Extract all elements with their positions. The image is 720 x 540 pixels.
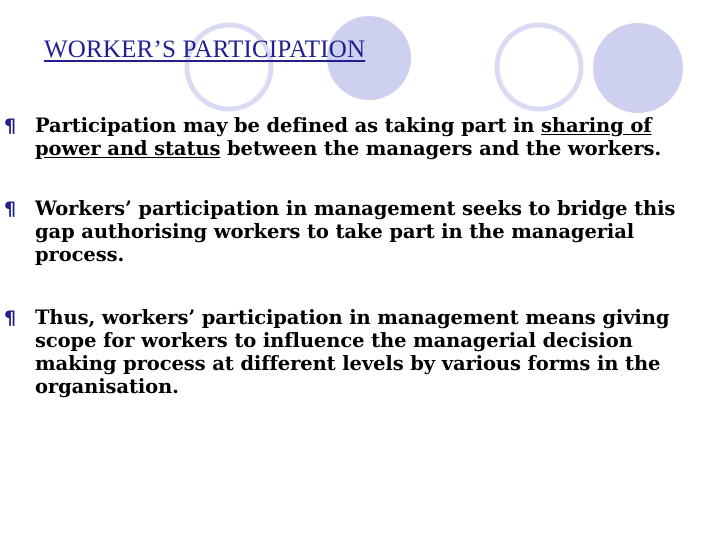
decorative-circles [0, 0, 720, 130]
bullet-item-2 [4, 197, 716, 266]
bullet-item-1 [4, 114, 716, 160]
bullet-item-3 [4, 306, 716, 398]
slide-title: WORKER’S PARTICIPATION [44, 36, 366, 63]
pilcrow-bullet-icon: ¶ [4, 198, 17, 220]
circle-filled-2 [593, 23, 683, 113]
bullet-text-1 [35, 114, 716, 160]
circle-outline-2 [497, 25, 581, 109]
bullet-text-1-underlined: sharing of power and status [35, 114, 652, 160]
bullet-text-3: Thus, workers’ participation in management means giving scope for workers to influence the managerial decision making process at different levels by various forms in the organisation. [35, 306, 670, 398]
bullet-text-2: Workers’ participation in management seeks to bridge this gap authorising workers to take part in the managerial process. [35, 197, 676, 266]
bullet-text-1-part-a: Participation may be defined as taking part in [35, 114, 542, 137]
bullet-list [4, 114, 716, 435]
pilcrow-bullet-icon: ¶ [4, 115, 17, 137]
pilcrow-bullet-icon: ¶ [4, 307, 17, 329]
bullet-text-1-part-b: between the managers and the workers. [220, 137, 662, 160]
